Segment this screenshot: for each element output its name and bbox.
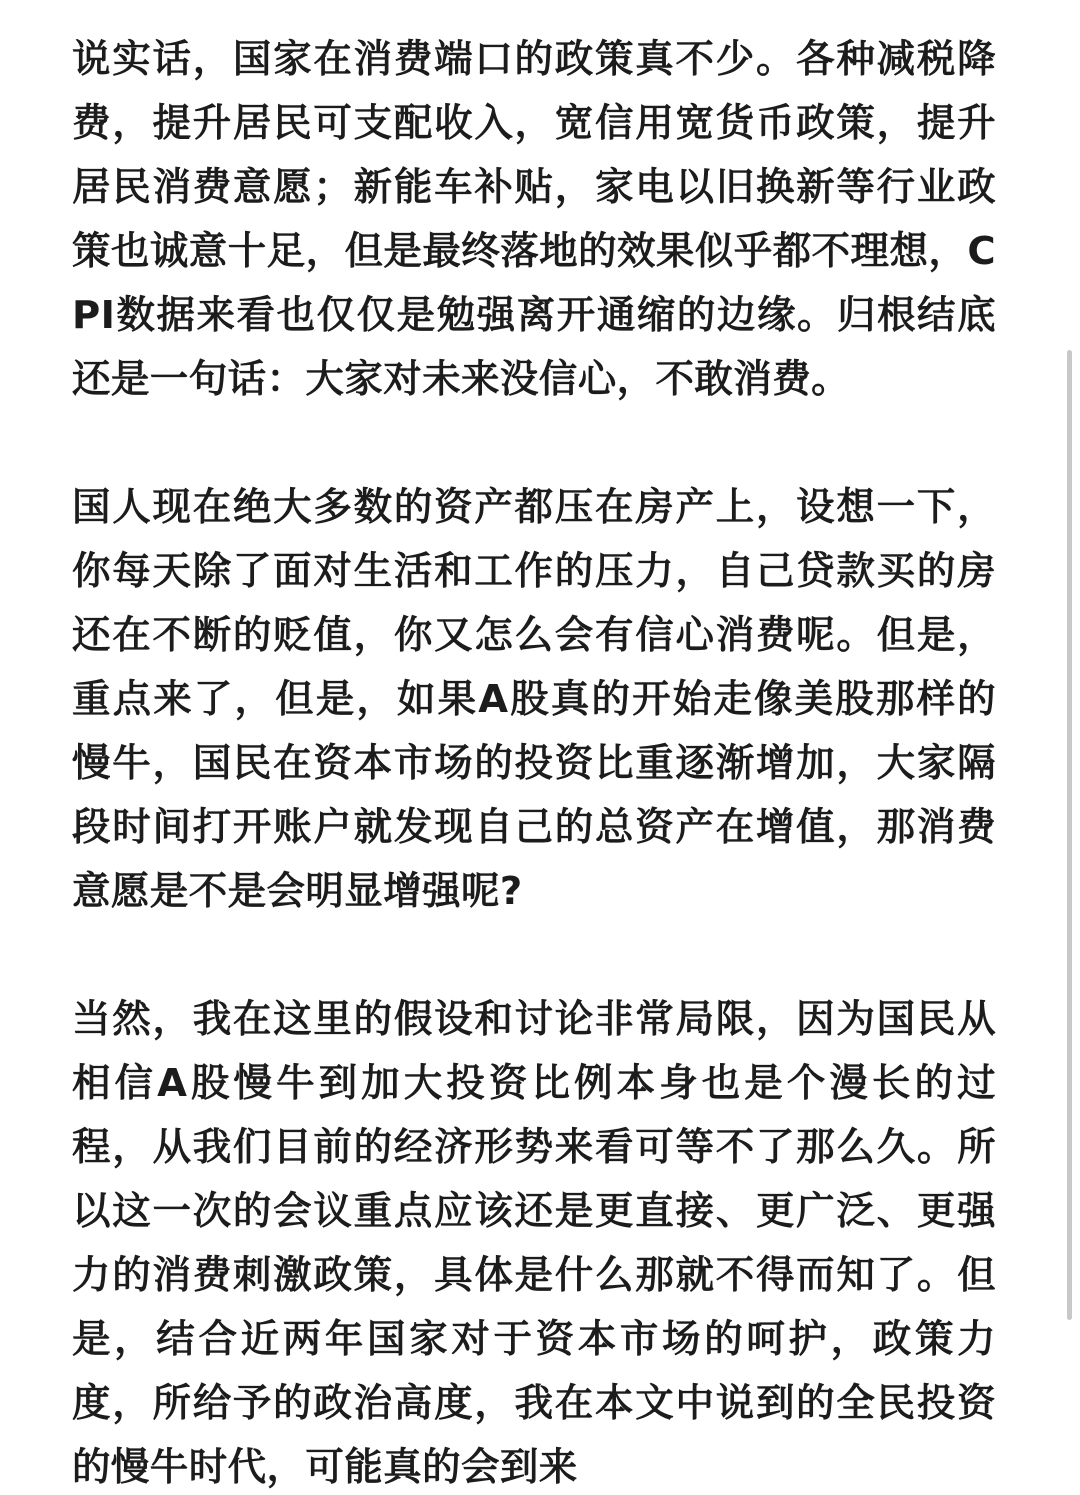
- vertical-scrollbar[interactable]: [1067, 350, 1072, 1320]
- article-paragraph-1: 说实话，国家在消费端口的政策真不少。各种减税降费，提升居民可支配收入，宽信用宽货币政策，提升居民消费意愿；新能车补贴，家电以旧换新等行业政策也诚意十足，但是最终落地的效果似乎都不理想，CPI数据来看也仅仅是勉强离开通缩的边缘。归根结底还是一句话：大家对未来没信心，不敢消费。: [72, 37, 996, 402]
- article-paragraph-3: 当然，我在这里的假设和讨论非常局限，因为国民从相信A股慢牛到加大投资比例本身也是个漫长的过程，从我们目前的经济形势来看可等不了那么久。所以这一次的会议重点应该还是更直接、更广泛、更强力的消费刺激政策，具体是什么那就不得而知了。但是，结合近两年国家对于资本市场的呵护，政策力度，所给予的政治高度，我在本文中说到的全民投资的慢牛时代，可能真的会到来: [72, 997, 996, 1490]
- article-paragraph-2: 国人现在绝大多数的资产都压在房产上，设想一下，你每天除了面对生活和工作的压力，自己贷款买的房还在不断的贬值，你又怎么会有信心消费呢。但是，重点来了，但是，如果A股真的开始走像美股那样的慢牛，国民在资本市场的投资比重逐渐增加，大家隔段时间打开账户就发现自己的总资产在增值，那消费意愿是不是会明显增强呢?: [72, 485, 996, 914]
- article-body: [72, 28, 996, 1495]
